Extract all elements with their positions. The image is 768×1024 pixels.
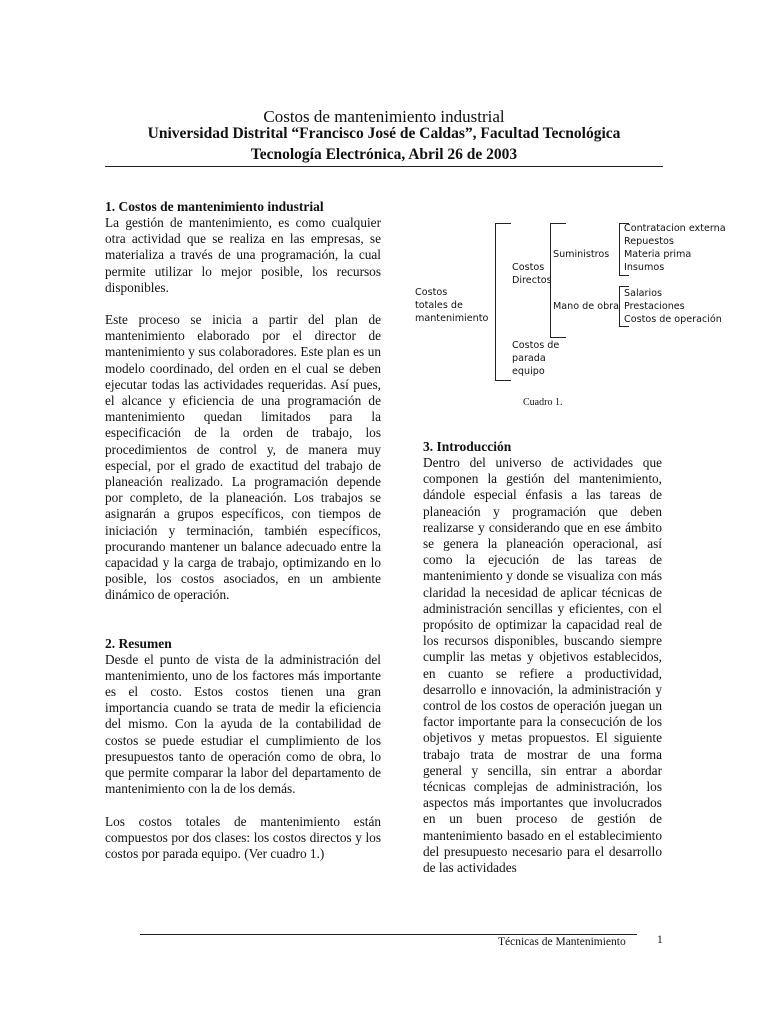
page-title: Costos de mantenimiento industrial (263, 107, 505, 126)
header-divider (105, 166, 663, 167)
diagram-suministros-items: Contratacion externa Repuestos Materia prima Insumos (624, 223, 726, 273)
section2-paragraph-1: Desde el punto de vista de la administración del mantenimiento, uno de los factores más importante es el costo. Estos costos tienen una gran importancia cuando se trata de medir la eficiencia del mismo. Con la ayuda de la contabilidad de costos se puede estudiar el cumplimiento de los presupuestos tanto de operación como de obra, lo que permite comparar la labor del departamento de mantenimiento con la de los demás. (105, 651, 381, 797)
diagram-root-label: Costos totales de mantenimiento (415, 287, 489, 324)
diagram-costos-directos: Costos Directos (512, 262, 552, 286)
footer-divider (140, 934, 637, 935)
section2-paragraph-2: Los costos totales de mantenimiento están compuestos por dos clases: los costos directos y los costos por parada equipo. (Ver cuadro 1.) (105, 813, 381, 861)
section3-heading: 3. Introducción (423, 439, 512, 454)
section2-heading: 2. Resumen (105, 635, 172, 651)
bracket-directos (550, 223, 551, 337)
diagram-costos-parada: Costos de parada equipo (512, 340, 560, 377)
section1-paragraph-1: La gestión de mantenimiento, es como cualquier otra actividad que se realiza en las empresas, se materializa a través de una programación, la cual permite utilizar lo mejor posible, los recursos disponibles. (105, 215, 381, 295)
bracket-root (495, 223, 496, 380)
bracket-mano-obra (619, 286, 620, 326)
page-number: 1 (657, 934, 663, 946)
bracket-root-top (495, 223, 511, 224)
diagram-caption: Cuadro 1. (523, 397, 563, 408)
bracket-directos-top (550, 223, 566, 224)
page-subtitle-institution: Universidad Distrital “Francisco José de Caldas”, Facultad Tecnológica (147, 125, 621, 142)
diagram-mano-obra-items: Salarios Prestaciones Costos de operación (624, 288, 722, 325)
left-column (105, 199, 381, 878)
bracket-mano-obra-bottom (619, 326, 629, 327)
diagram-mano-obra: Mano de obra (553, 301, 619, 312)
footer-text: Técnicas de Mantenimiento (498, 936, 626, 948)
cost-tree-diagram (410, 220, 730, 420)
section1-heading: 1. Costos de mantenimiento industrial (105, 199, 324, 214)
bracket-root-bottom (495, 380, 511, 381)
right-column (423, 439, 662, 892)
diagram-suministros: Suministros (553, 249, 610, 260)
section3-paragraph-1: Dentro del universo de actividades que componen la gestión del mantenimiento, dándole especial énfasis a las tareas de planeación y programación que deben realizarse y considerando que en ese ámbito se genera la planeación operacional, así como la ejecución de las tareas de mantenimiento y donde se visualiza con más claridad la necesidad de aplicar técnicas de administración sencillas y eficientes, con el propósito de optimizar la capacidad real de los recursos disponibles, buscando siempre cumplir las metas y objetivos establecidos, en cuanto se refiere a productividad, desarrollo e innovación, la administración y control de los costos de operación juegan un factor importante para la consecución de los objetivos y metas propuestos. El siguiente trabajo trata de mostrar de una forma general y sencilla, sin entrar a abordar técnicas complejas de administración, los aspectos más importantes que involucrados en un buen proceso de gestión de mantenimiento basado en el establecimiento del presupuesto necesario para el desarrollo de las actividades (423, 455, 662, 876)
section1-paragraph-2: Este proceso se inicia a partir del plan de mantenimiento elaborado por el director de mantenimiento y sus colaboradores. Este plan es un modelo coordinado, del orden en el cual se deben ejecutar todas las actividades requeridas. Así pues, el alcance y eficiencia de una programación de mantenimiento quedan limitados para la especificación de la orden de trabajo, los procedimientos de control y, de manera muy especial, por el grado de exactitud del trabajo de planeación realizado. La programación depende por completo, de la planeación. Los trabajos se asignarán a grupos específicos, con tiempos de iniciación y terminación, también específicos, procurando mantener un balance adecuado entre la capacidad y la carga de trabajo, optimizando en lo posible, los costos asociados, en un ambiente dinámico de operación. (105, 312, 381, 603)
page-subtitle-date: Tecnología Electrónica, Abril 26 de 2003 (250, 146, 518, 163)
bracket-directos-bottom (550, 337, 566, 338)
bracket-suministros-bottom (619, 275, 629, 276)
bracket-suministros (619, 223, 620, 275)
